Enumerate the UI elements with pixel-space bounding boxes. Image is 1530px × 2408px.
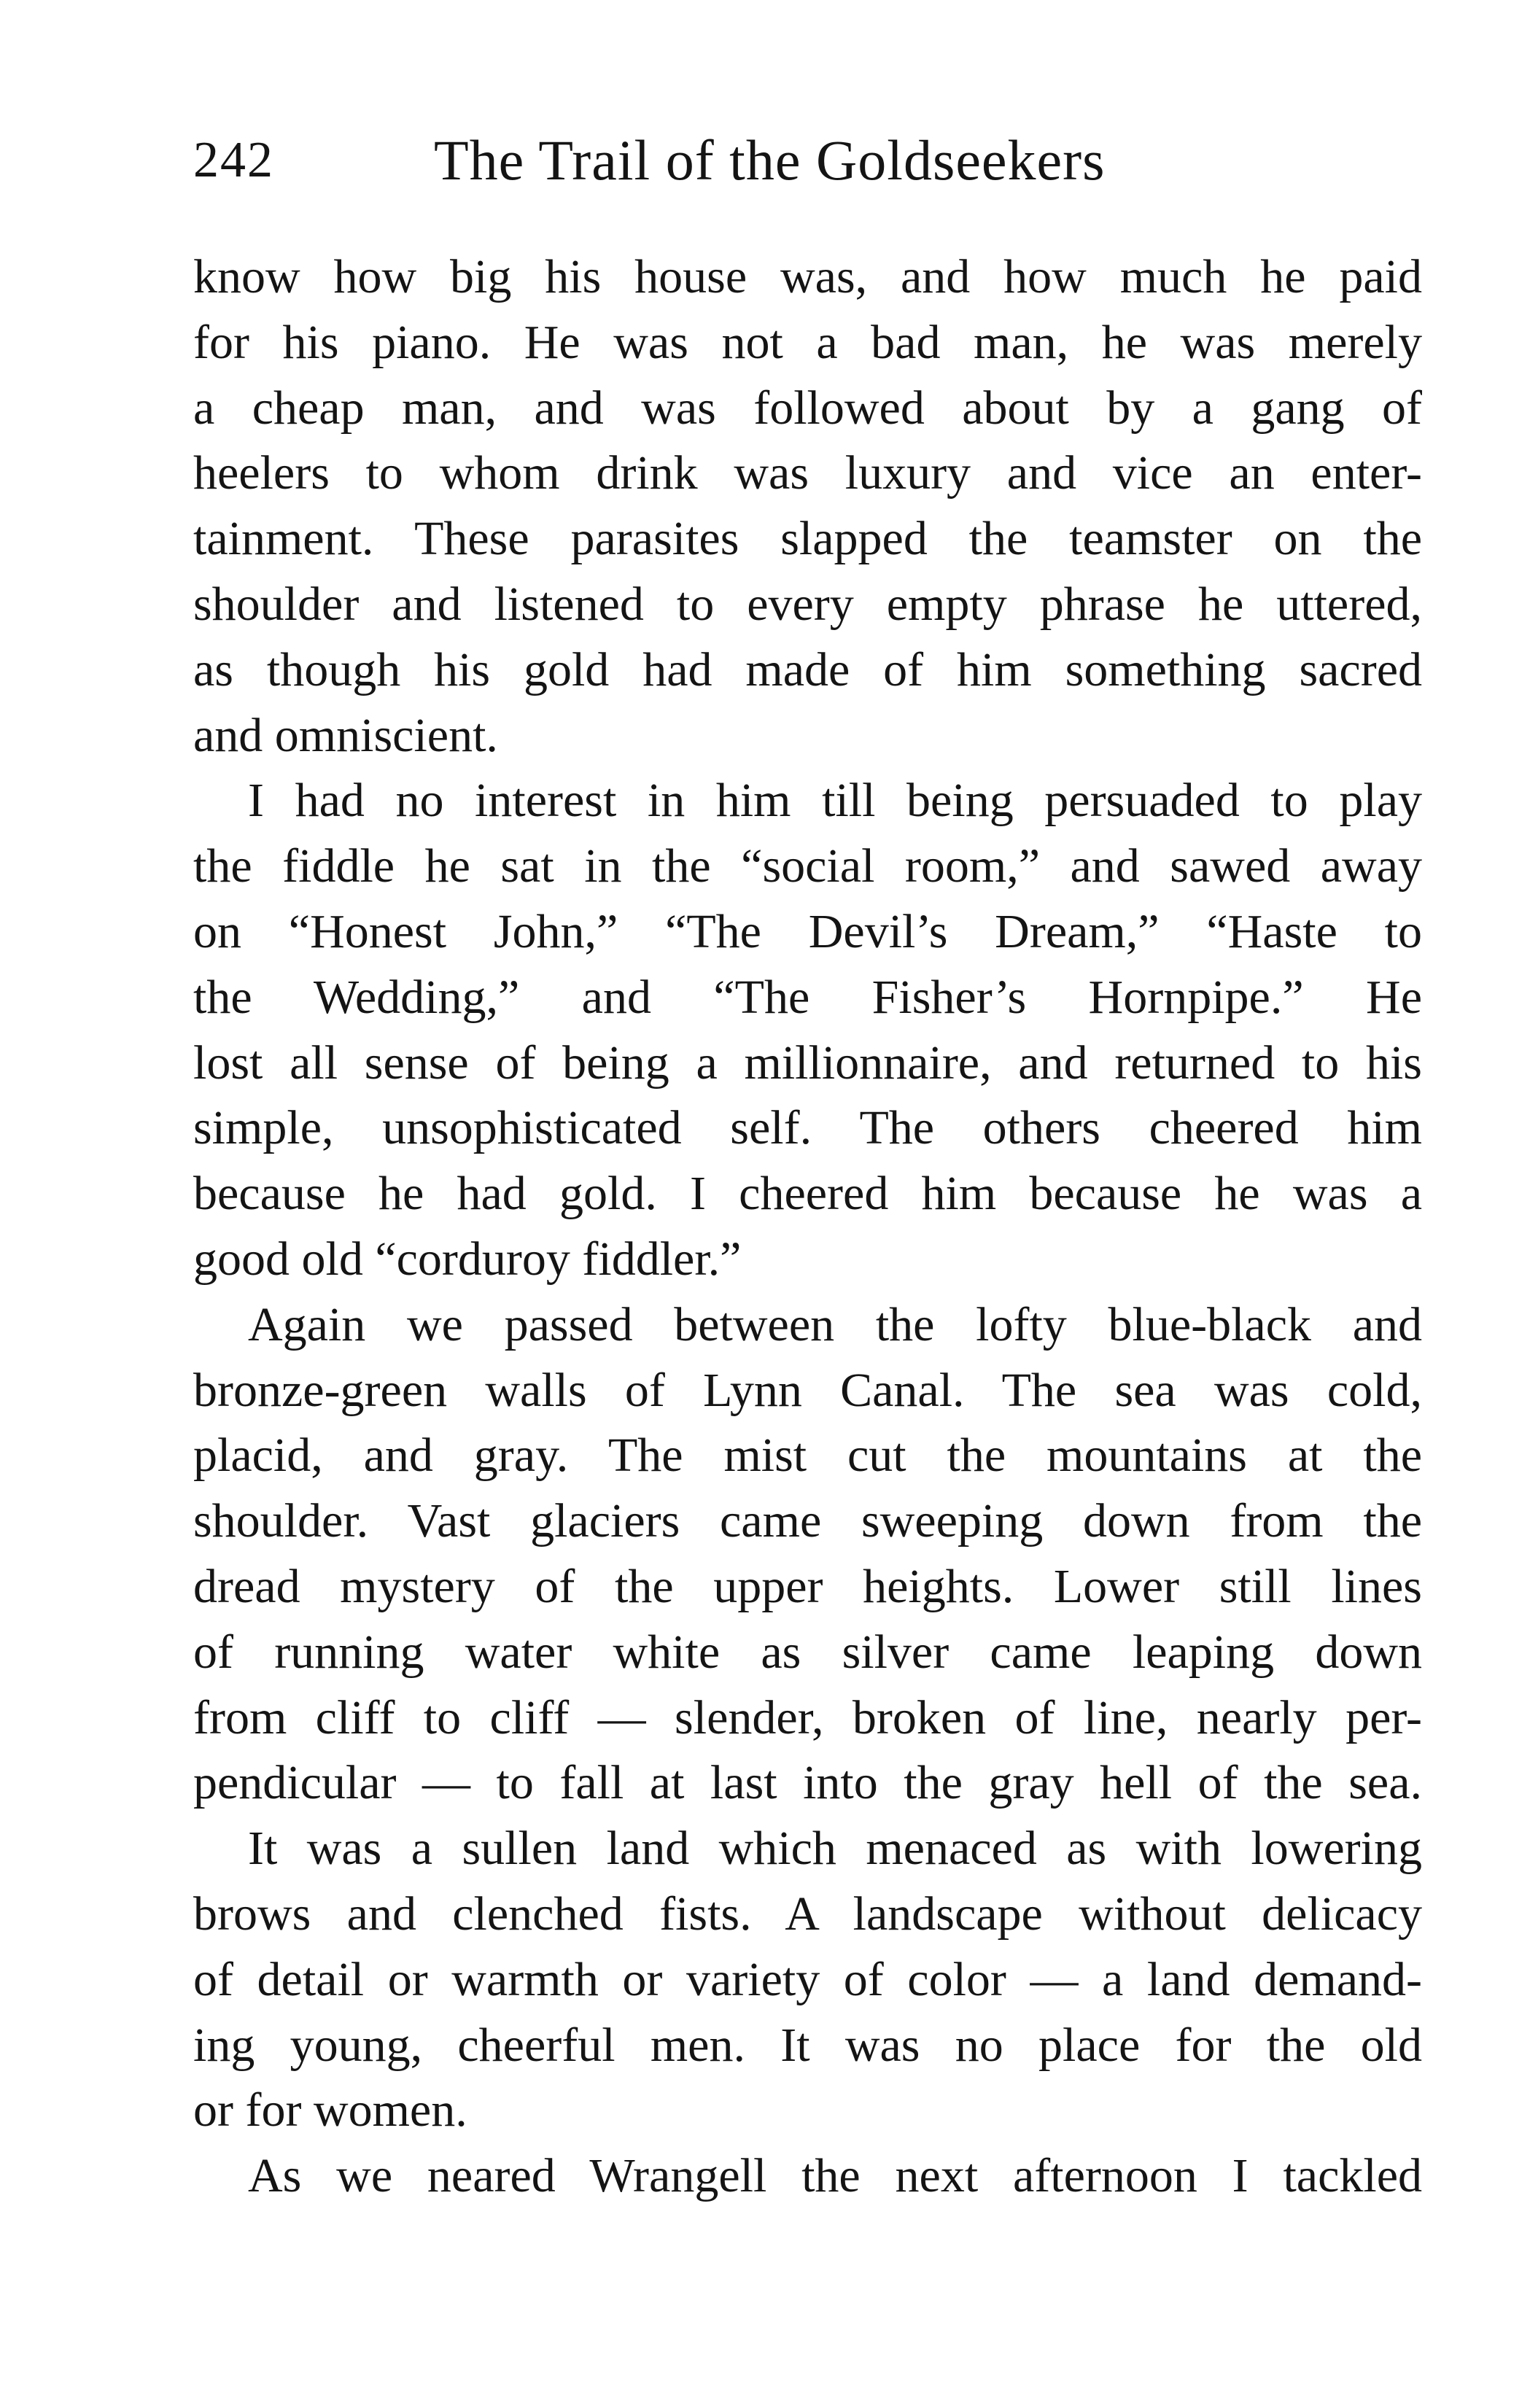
- text-line: dread mystery of the upper heights. Lower still lines: [193, 1559, 1422, 1613]
- text-line: on “Honest John,” “The Devil’s Dream,” “Haste to: [193, 904, 1422, 958]
- running-title: The Trail of the Goldseekers: [434, 128, 1106, 192]
- page-number: 242: [193, 132, 274, 188]
- text-line: brows and clenched fists. A landscape without delicacy: [193, 1887, 1422, 1941]
- text-line: for his piano. He was not a bad man, he was merely: [193, 315, 1422, 369]
- text-line: because he had gold. I cheered him because he was a: [193, 1167, 1422, 1221]
- text-line: tainment. These parasites slapped the teamster on the: [193, 512, 1422, 566]
- text-line: As we neared Wrangell the next afternoon I tackled: [248, 2149, 1422, 2203]
- page-header: [193, 124, 1433, 197]
- text-line: ing young, cheerful men. It was no place for the old: [193, 2018, 1422, 2072]
- text-line: Again we passed between the lofty blue-black and: [248, 1297, 1422, 1351]
- text-line: a cheap man, and was followed about by a gang of: [193, 381, 1422, 435]
- text-line: or for women.: [193, 2083, 467, 2137]
- text-line: of running water white as silver came leaping down: [193, 1625, 1422, 1679]
- text-line: of detail or warmth or variety of color — a land demand-: [193, 1952, 1422, 2006]
- text-line: shoulder. Vast glaciers came sweeping down from the: [193, 1494, 1422, 1548]
- text-line: from cliff to cliff — slender, broken of line, nearly per-: [193, 1690, 1422, 1744]
- text-line: as though his gold had made of him something sacred: [193, 642, 1422, 696]
- text-line: the fiddle he sat in the “social room,” and sawed away: [193, 839, 1422, 893]
- text-line: know how big his house was, and how much he paid: [193, 250, 1422, 303]
- text-line: I had no interest in him till being persuaded to play: [248, 774, 1422, 828]
- text-line: shoulder and listened to every empty phrase he uttered,: [193, 577, 1422, 631]
- text-line: and omniscient.: [193, 708, 498, 762]
- text-line: lost all sense of being a millionnaire, and returned to his: [193, 1036, 1422, 1090]
- text-line: good old “corduroy fiddler.”: [193, 1232, 742, 1286]
- body-text: [193, 244, 1422, 2209]
- text-line: bronze-green walls of Lynn Canal. The sea was cold,: [193, 1363, 1422, 1417]
- text-line: placid, and gray. The mist cut the mountains at the: [193, 1429, 1422, 1483]
- text-line: heelers to whom drink was luxury and vice an enter-: [193, 446, 1422, 500]
- text-line: the Wedding,” and “The Fisher’s Hornpipe.” He: [193, 970, 1422, 1024]
- text-line: pendicular — to fall at last into the gray hell of the sea.: [193, 1756, 1422, 1810]
- text-line: simple, unsophisticated self. The others cheered him: [193, 1101, 1422, 1155]
- text-line: It was a sullen land which menaced as with lowering: [248, 1822, 1422, 1876]
